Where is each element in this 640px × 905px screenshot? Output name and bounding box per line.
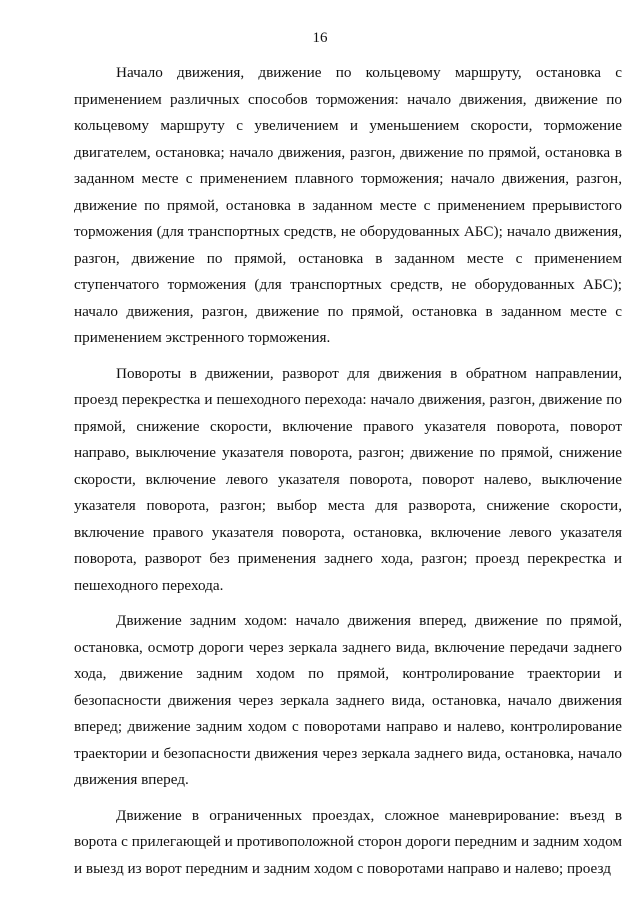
body-text [74, 60, 622, 891]
paragraph-turns: Повороты в движении, разворот для движения в обратном направлении, проезд перекрестка и пешеходного перехода: начало движения, разгон, движение по прямой, снижение скорости, включение правого указателя поворота, поворот направо, выключение указателя поворота, разгон; движение по прямой, снижение скорости, включение левого указателя поворота, поворот налево, выключение указателя поворота, разгон; выбор места для разворота, снижение скорости, включение правого указателя поворота, остановка, включение левого указателя поворота, разворот без применения заднего хода, разгон; проезд перекрестка и пешеходного перехода. [74, 364, 622, 594]
paragraph-maneuvering: Движение в ограниченных проездах, сложное маневрирование: въезд в ворота с прилегающей и противоположной сторон дороги передним и задним ходом и выезд из ворот передним и задним ходом с поворотами направо и налево; проезд [74, 806, 622, 877]
page-number: 16 [312, 30, 328, 46]
paragraph-reversing: Движение задним ходом: начало движения вперед, движение по прямой, остановка, осмотр дороги через зеркала заднего вида, включение передачи заднего хода, движение задним ходом по прямой, контролирование траектории и безопасности движения через зеркала заднего вида, остановка, начало движения вперед; движение задним ходом с поворотами направо и налево, контролирование траектории и безопасности движения через зеркала заднего вида, остановка, начало движения вперед. [74, 612, 622, 788]
paragraph-braking: Начало движения, движение по кольцевому маршруту, остановка с применением различных способов торможения: начало движения, движение по кольцевому маршруту с увеличением и уменьшением скорости, торможение двигателем, остановка; начало движения, разгон, движение по прямой, остановка в заданном месте с применением плавного торможения; начало движения, разгон, движение по прямой, остановка в заданном месте с применением прерывистого торможения (для транспортных средств, не оборудованных АБС); начало движения, разгон, движение по прямой, остановка в заданном месте с применением ступенчатого торможения (для транспортных средств, не оборудованных АБС); начало движения, разгон, движение по прямой, остановка в заданном месте с применением экстренного торможения. [74, 64, 622, 346]
